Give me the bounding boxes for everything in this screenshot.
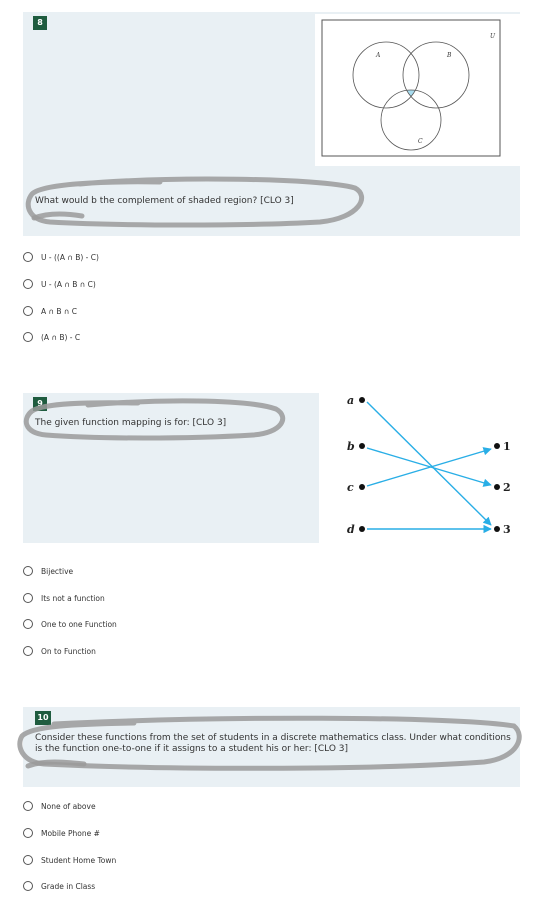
mapping-arrow [367, 448, 491, 485]
option-item[interactable] [23, 250, 99, 264]
radio-button[interactable] [23, 646, 33, 656]
codomain-label-3: 3 [503, 523, 511, 536]
function-mapping-figure [319, 393, 520, 543]
domain-label-b: b [347, 440, 355, 453]
option-item[interactable] [23, 304, 77, 318]
question-number-badge: 10 [35, 711, 51, 725]
radio-button[interactable] [23, 855, 33, 865]
option-item[interactable] [23, 330, 80, 344]
codomain-label-1: 1 [503, 440, 511, 453]
question-8-box [23, 12, 520, 236]
question-number-badge: 8 [33, 16, 47, 30]
question-number-badge: 9 [33, 397, 47, 411]
codomain-point [494, 443, 500, 449]
option-label: U - (A ∩ B ∩ C) [41, 279, 96, 289]
radio-button[interactable] [23, 279, 33, 289]
option-item[interactable] [23, 799, 96, 813]
option-label: A ∩ B ∩ C [41, 306, 78, 316]
option-item[interactable] [23, 617, 117, 631]
codomain-point [494, 526, 500, 532]
set-b-label: B [447, 52, 452, 59]
option-item[interactable] [23, 853, 116, 867]
question-text: Consider these functions from the set of students in a discrete mathematics class. Under what conditions is the function one-to-one if it assigns to a student his or her: [CLO 3] [35, 733, 511, 754]
radio-button[interactable] [23, 828, 33, 838]
domain-label-c: c [347, 481, 354, 494]
radio-button[interactable] [23, 332, 33, 342]
option-label: On to Function [41, 646, 96, 656]
radio-button[interactable] [23, 252, 33, 262]
question-text: The given function mapping is for: [CLO 3] [35, 418, 227, 428]
domain-point [359, 397, 365, 403]
option-label: Bijective [41, 566, 74, 576]
mapping-arrow [367, 402, 491, 525]
radio-button[interactable] [23, 306, 33, 316]
radio-button[interactable] [23, 619, 33, 629]
option-item[interactable] [23, 879, 95, 893]
set-c-label: C [418, 138, 423, 145]
option-item[interactable] [23, 826, 100, 840]
codomain-label-2: 2 [503, 481, 511, 494]
radio-button[interactable] [23, 566, 33, 576]
option-item[interactable] [23, 591, 105, 605]
domain-point [359, 443, 365, 449]
option-label: Mobile Phone # [41, 828, 100, 838]
radio-button[interactable] [23, 881, 33, 891]
domain-label-d: d [347, 523, 355, 536]
domain-point [359, 526, 365, 532]
codomain-point [494, 484, 500, 490]
option-item[interactable] [23, 644, 96, 658]
radio-button[interactable] [23, 593, 33, 603]
question-text: What would b the complement of shaded region? [CLO 3] [35, 196, 294, 206]
universe-label: U [490, 33, 496, 40]
question-10-box [23, 707, 520, 787]
venn-diagram-figure [315, 14, 521, 166]
option-label: None of above [41, 801, 96, 811]
option-label: Student Home Town [41, 855, 117, 865]
domain-point [359, 484, 365, 490]
option-label: One to one Function [41, 619, 117, 629]
question-9-box [23, 393, 520, 543]
mapping-arrow [367, 449, 491, 486]
option-label: Its not a function [41, 593, 105, 603]
option-item[interactable] [23, 564, 73, 578]
option-label: Grade in Class [41, 881, 96, 891]
option-label: (A ∩ B) - C [41, 332, 81, 342]
option-label: U - ((A ∩ B) - C) [41, 252, 99, 262]
domain-label-a: a [347, 394, 355, 407]
option-item[interactable] [23, 277, 96, 291]
set-a-label: A [376, 52, 381, 59]
radio-button[interactable] [23, 801, 33, 811]
